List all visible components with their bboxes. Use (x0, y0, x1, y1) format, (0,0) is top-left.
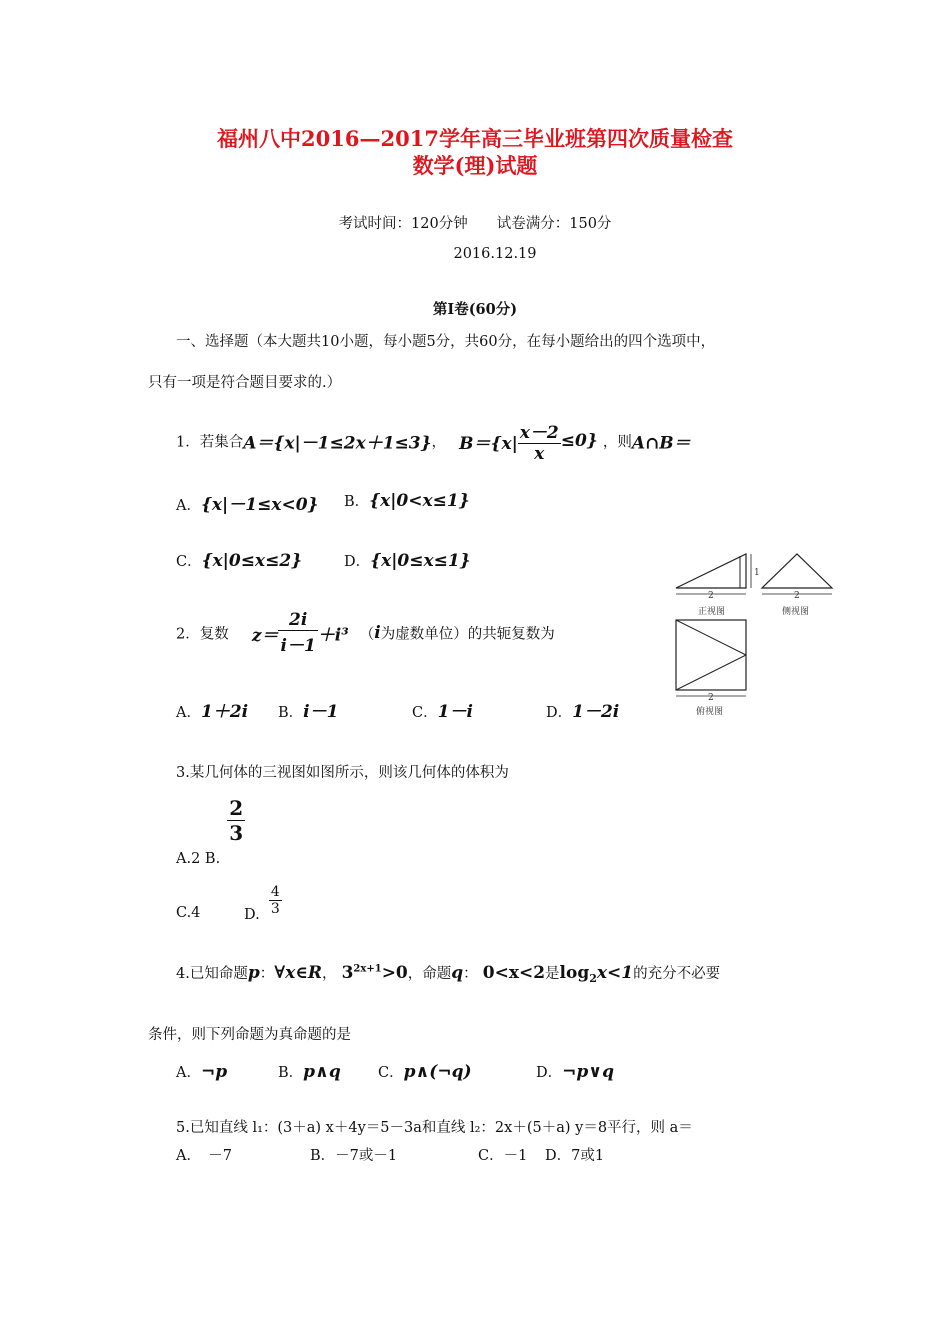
top-view-label: 俯视图 (696, 707, 724, 717)
q1-opt-c-label: C． (176, 554, 202, 570)
q4-colon1: ： (259, 966, 275, 982)
q2-z-left: z＝ (251, 625, 279, 646)
q4-option-a (176, 1061, 227, 1082)
q1-option-c (176, 550, 302, 571)
q2-option-b (278, 697, 338, 722)
exam-title-line2: 数学(理)试题 (412, 153, 538, 178)
q4-comma2: ，命题 (407, 966, 452, 982)
question-5: 5.已知直线 l₁：(3＋a) x＋4y＝5－3a和直线 l₂：2x＋(5＋a) y＝8平行，则 a＝ (176, 1120, 693, 1136)
q1-expression: A∩B＝ (631, 433, 691, 454)
q4-log-rest: x<1 (596, 963, 634, 983)
q1-set-b-fraction (518, 418, 561, 464)
q5-option-a: A． －7 (176, 1148, 232, 1164)
front-dim-2: 2 (708, 591, 714, 601)
top-dim-2: 2 (708, 693, 714, 703)
q2-i: i (374, 623, 381, 643)
q1-opt-d-value: {x|0≤x≤1} (370, 551, 471, 571)
side-dim-2: 2 (794, 591, 800, 601)
q4-option-b (278, 1061, 341, 1082)
q4-line2: 条件，则下列命题为真命题的是 (148, 1027, 351, 1043)
q4-option-c (378, 1061, 472, 1082)
q2-suffix: 为虚数单位）的共轭复数为 (380, 626, 555, 643)
q4-suffix: 的充分不必要 (633, 966, 721, 982)
q2-option-a (176, 697, 248, 722)
q2-opt-a-label: A． (176, 705, 201, 721)
question-2 (176, 610, 555, 656)
q1-set-a: A＝{x|－1≤2x＋1≤3} (243, 433, 432, 454)
three-view-figure (668, 548, 838, 720)
q3-opt-ab-label: A.2 B. (176, 851, 221, 867)
q2-opt-b-label: B． (278, 705, 304, 721)
front-view (676, 554, 760, 617)
front-dim-1: 1 (754, 568, 760, 578)
q1-set-b-right: ≤0} (560, 431, 598, 451)
q5-option-b: B．－7或－1 (310, 1148, 398, 1164)
q1-opt-c-value: {x|0≤x≤2} (201, 551, 303, 571)
q5-option-c: C．－1 (478, 1148, 528, 1164)
front-view-label: 正视图 (698, 607, 726, 617)
q1-option-b (344, 490, 470, 511)
q2-option-c (412, 697, 473, 722)
q3-frac-d-num: 4 (270, 884, 280, 900)
q4-opt-b-value: p∧q (303, 1062, 341, 1082)
q4-forall: ∀x∈R (274, 963, 322, 983)
question-4 (176, 962, 720, 985)
question-3: 3.某几何体的三视图如图所示，则该几何体的体积为 (176, 765, 509, 781)
q4-power-base: 3 (341, 963, 354, 983)
q4-prefix: 4.已知命题 (176, 966, 248, 982)
q4-log-sub: 2 (589, 972, 597, 986)
q1-option-a (176, 490, 318, 515)
q1-comma: ， (431, 434, 447, 451)
q4-q: q (451, 963, 464, 983)
q2-opt-a-value: 1＋2i (200, 702, 249, 722)
q2-opt-d-value: 1－2i (572, 702, 620, 722)
q3-frac-d-den: 3 (270, 901, 280, 917)
q2-paren: （ (359, 626, 375, 643)
side-view (762, 554, 832, 617)
q1-opt-b-value: {x|0<x≤1} (369, 491, 470, 511)
q3-opt-d-label: D. (244, 907, 260, 923)
q4-range: 0<x<2 (482, 963, 546, 983)
q4-opt-a-label: A． (176, 1065, 201, 1081)
q4-comma: ， (321, 966, 337, 982)
q3-frac-b-den: 3 (229, 821, 244, 845)
q3-frac-b-num: 2 (229, 796, 244, 820)
section-intro-line2: 只有一项是符合题目要求的.） (148, 375, 342, 391)
q2-z-right: ＋i³ (317, 625, 349, 646)
q5-option-d: D．7或1 (545, 1148, 605, 1164)
q1-suffix: ，则 (602, 434, 632, 451)
q2-opt-b-value: i－1 (303, 702, 339, 722)
q1-opt-a-label: A． (176, 498, 201, 514)
q4-power-rest: >0 (381, 963, 408, 983)
q1-opt-a-value: {x|－1≤x<0} (200, 495, 319, 515)
q4-log-pre: log (559, 963, 590, 983)
q4-opt-a-value: ¬p (200, 1062, 228, 1082)
q1-opt-b-label: B． (344, 494, 370, 510)
exam-date: 2016.12.19 (453, 246, 537, 262)
q2-opt-c-label: C． (412, 705, 438, 721)
q1-set-b-num: x－2 (518, 418, 561, 444)
q1-opt-d-label: D． (344, 554, 371, 570)
section-label: 第Ⅰ卷(60分) (432, 301, 518, 318)
q3-option-c: C.4 (176, 905, 201, 921)
q4-power-exp: 2x+1 (353, 963, 382, 975)
q4-colon2: ： (463, 966, 478, 982)
q3-option-d (244, 884, 280, 923)
q4-p: p (247, 963, 260, 983)
q2-option-d (546, 697, 619, 722)
exam-title-line1: 福州八中2016—2017学年高三毕业班第四次质量检查 (217, 126, 733, 151)
side-view-label: 侧视图 (782, 607, 810, 617)
q2-z-den: i－1 (280, 636, 316, 656)
q1-set-b-den: x (534, 444, 545, 464)
q3-frac-b (227, 796, 245, 845)
q1-set-b-left: B＝{x| (459, 433, 518, 454)
q2-opt-d-label: D． (546, 705, 573, 721)
exam-info: 考试时间：120分钟 试卷满分：150分 (338, 216, 612, 232)
q1-option-d (344, 550, 471, 571)
q4-opt-c-label: C． (378, 1065, 404, 1081)
q4-opt-b-label: B． (278, 1065, 304, 1081)
q4-opt-d-value: ¬p∨q (562, 1062, 614, 1082)
q2-prefix: 2．复数 (176, 626, 229, 643)
top-view (676, 620, 746, 717)
q4-opt-d-label: D． (536, 1065, 563, 1081)
q4-is: 是 (545, 966, 560, 982)
q4-option-d (536, 1061, 614, 1082)
q4-opt-c-value: p∧(¬q) (403, 1062, 472, 1082)
q3-option-ab (176, 796, 244, 867)
q3-frac-d (269, 884, 282, 917)
q2-z-num: 2i (278, 610, 317, 631)
question-1 (176, 418, 691, 464)
q1-prefix: 1．若集合 (176, 434, 244, 451)
q2-fraction (278, 610, 317, 656)
section-intro-line1: 一、选择题（本大题共10小题，每小题5分，共60分，在每小题给出的四个选项中， (176, 334, 716, 350)
q2-opt-c-value: 1－i (437, 702, 473, 722)
